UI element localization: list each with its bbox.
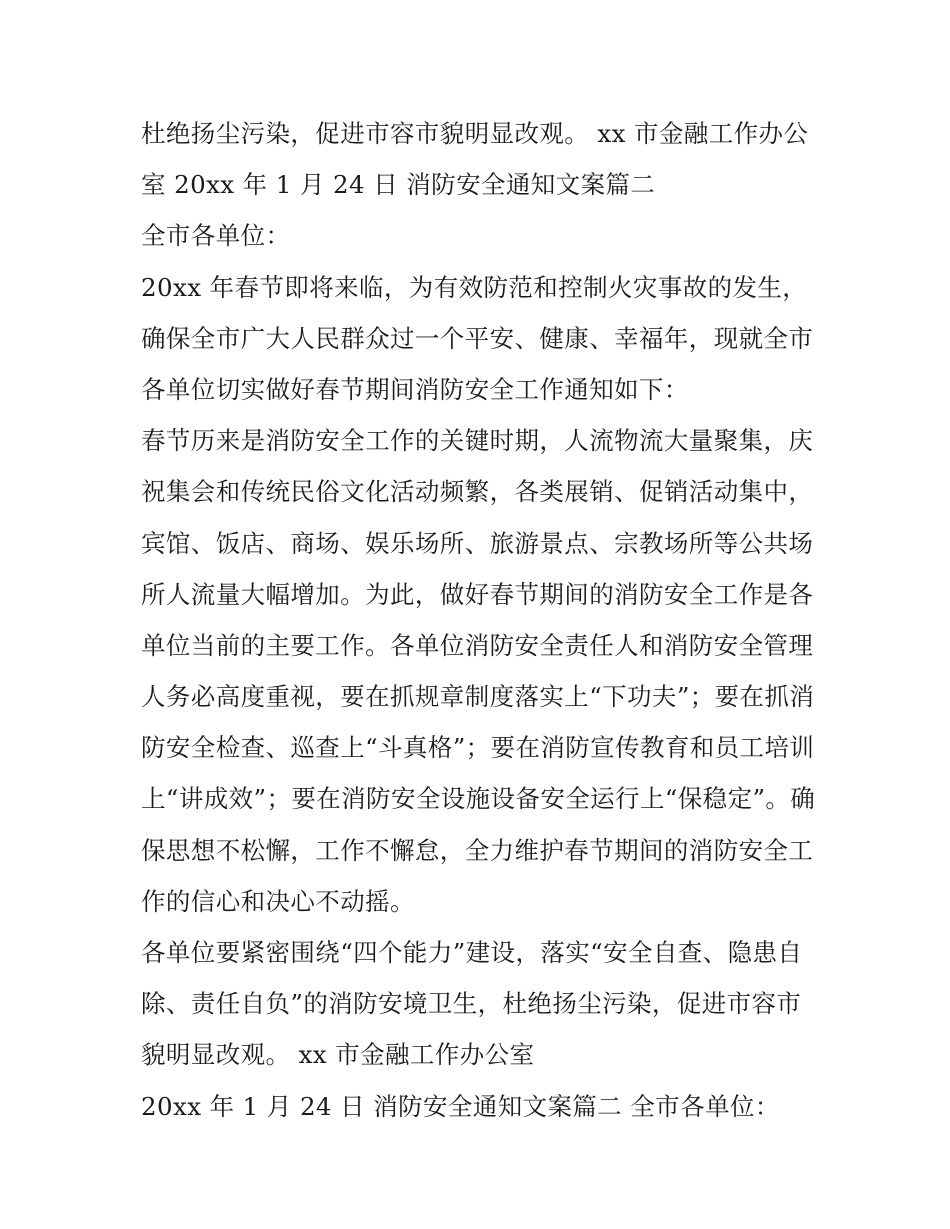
text-line: 确保全市广大人民群众过一个平安、健康、幸福年，现就全市 [141,323,814,353]
text-line: 20xx 年 1 月 24 日 消防安全通知文案篇二 全市各单位： [141,1091,780,1121]
text-line: 所人流量大幅增加。为此，做好春节期间的消防安全工作是各 [141,579,814,609]
text-line: 杜绝扬尘污染，促进市容市貌明显改观。 xx 市金融工作办公 [141,119,809,148]
text-line: 宾馆、饭店、商场、娱乐场所、旅游景点、宗教场所等公共场 [141,528,814,558]
document-body [141,108,816,1132]
text-line: 各单位切实做好春节期间消防安全工作通知如下： [141,374,689,404]
text-line: 除、责任自负”的消防安境卫生，杜绝扬尘污染，促进市容市 [141,989,802,1019]
text-line: 貌明显改观。 xx 市金融工作办公室 [141,1040,535,1070]
text-line: 人务必高度重视，要在抓规章制度落实上“下功夫”；要在抓消 [141,682,815,712]
text-line: 各单位要紧密围绕“四个能力”建设，落实“安全自查、隐患自 [141,938,803,967]
text-line: 防安全检查、巡查上“斗真格”；要在消防宣传教育和员工培训 [141,733,815,763]
text-line: 单位当前的主要工作。各单位消防安全责任人和消防安全管理 [141,630,814,660]
text-line: 保思想不松懈，工作不懈怠，全力维护春节期间的消防安全工 [141,835,814,865]
text-line: 20xx 年春节即将来临，为有效防范和控制火灾事故的发生， [141,272,808,302]
text-line: 室 20xx 年 1 月 24 日 消防安全通知文案篇二 [141,170,656,200]
text-line: 作的信心和决心不动摇。 [141,886,415,916]
text-line: 上“讲成效”；要在消防安全设施设备安全运行上“保稳定”。确 [141,784,816,814]
text-line: 祝集会和传统民俗文化活动频繁，各类展销、促销活动集中， [141,477,814,507]
salutation-line: 全市各单位： [141,221,291,251]
text-line: 春节历来是消防安全工作的关键时期，人流物流大量聚集，庆 [141,426,814,456]
